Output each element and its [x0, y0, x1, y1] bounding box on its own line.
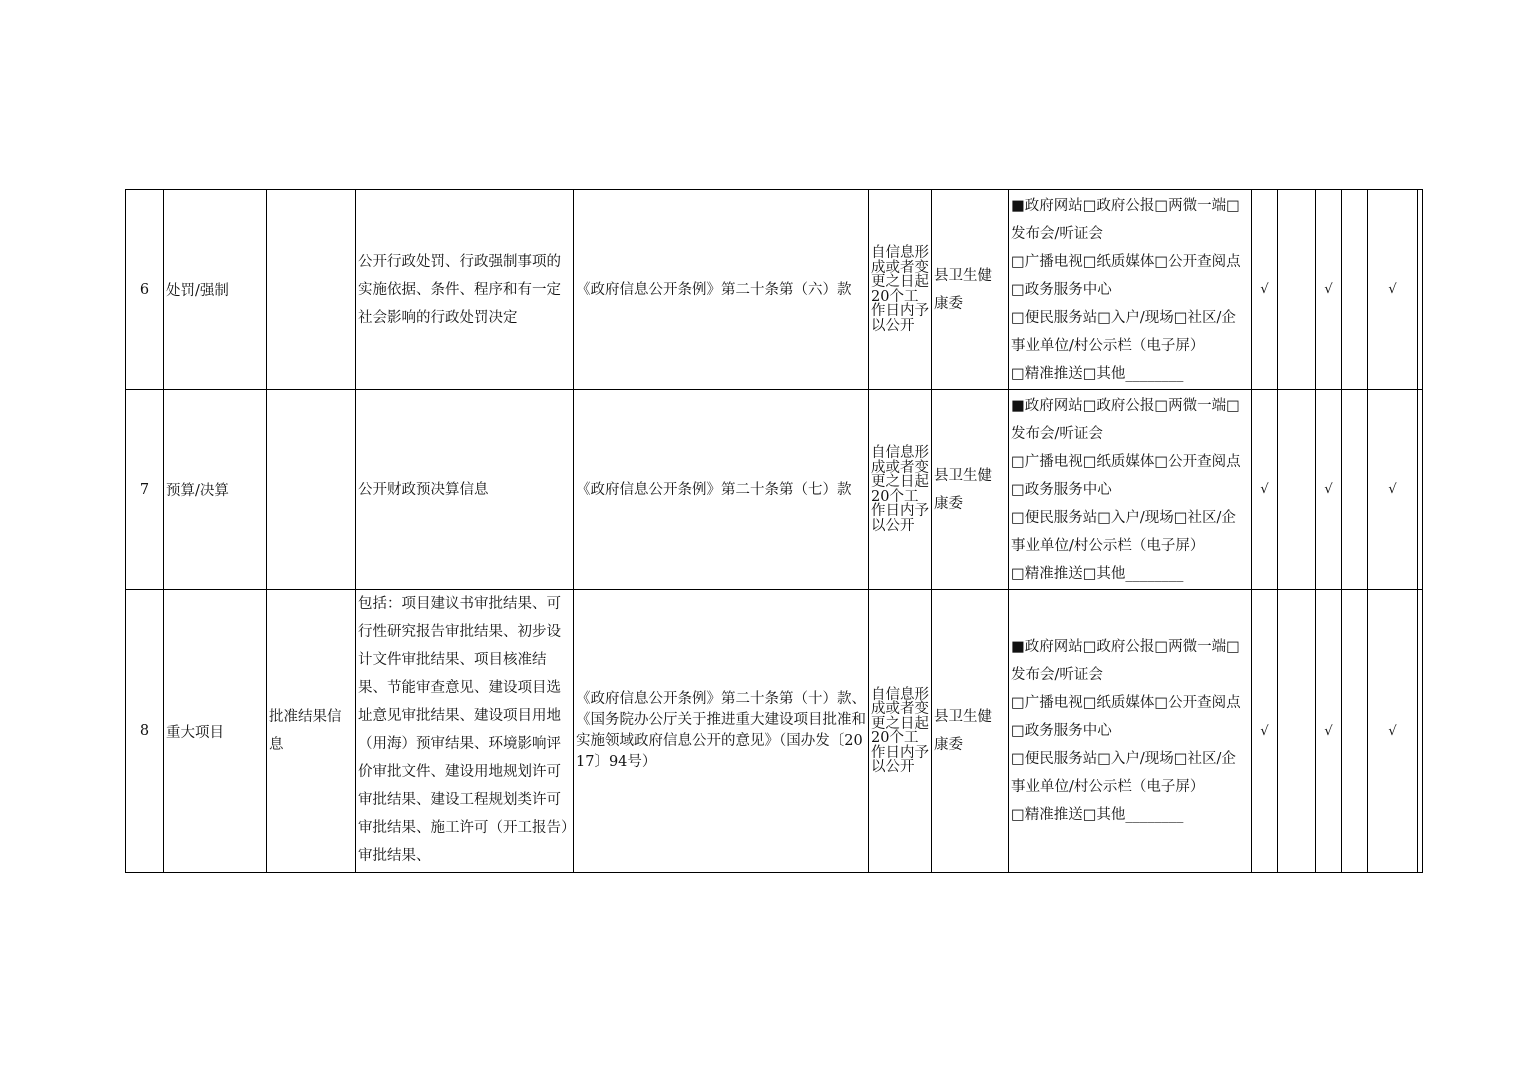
- mark-cell: [1418, 190, 1423, 390]
- mark-cell: √: [1368, 190, 1418, 390]
- subject-cell: 县卫生健康委: [932, 590, 1009, 873]
- mark-cell: [1278, 590, 1316, 873]
- category-cell: 预算/决算: [164, 390, 267, 590]
- basis-cell: 《政府信息公开条例》第二十条第（七）款: [574, 390, 869, 590]
- subcategory-cell: [267, 190, 356, 390]
- table-row: [126, 390, 1423, 590]
- channels-cell: ■政府网站□政府公报□两微一端□发布会/听证会 □广播电视□纸质媒体□公开查阅点□政务服务中心 □便民服务站□入户/现场□社区/企事业单位/村公示栏（电子屏） □精准推送□其他________: [1009, 190, 1252, 390]
- content-cell: 公开行政处罚、行政强制事项的实施依据、条件、程序和有一定社会影响的行政处罚决定: [356, 190, 574, 390]
- mark-cell: [1278, 190, 1316, 390]
- row-number: 7: [126, 390, 164, 590]
- table-row: [126, 590, 1423, 873]
- disclosure-table: [125, 189, 1423, 873]
- channels-cell: ■政府网站□政府公报□两微一端□发布会/听证会 □广播电视□纸质媒体□公开查阅点□政务服务中心 □便民服务站□入户/现场□社区/企事业单位/村公示栏（电子屏） □精准推送□其他________: [1009, 390, 1252, 590]
- category-cell: 处罚/强制: [164, 190, 267, 390]
- mark-cell: [1342, 390, 1368, 590]
- mark-cell: [1418, 390, 1423, 590]
- table-row: [126, 190, 1423, 390]
- row-number: 8: [126, 590, 164, 873]
- subject-cell: 县卫生健康委: [932, 190, 1009, 390]
- content-cell: 公开财政预决算信息: [356, 390, 574, 590]
- mark-cell: [1278, 390, 1316, 590]
- channels-cell: ■政府网站□政府公报□两微一端□发布会/听证会 □广播电视□纸质媒体□公开查阅点□政务服务中心 □便民服务站□入户/现场□社区/企事业单位/村公示栏（电子屏） □精准推送□其他________: [1009, 590, 1252, 873]
- mark-cell: √: [1252, 190, 1278, 390]
- subcategory-cell: [267, 390, 356, 590]
- mark-cell: [1342, 590, 1368, 873]
- time-limit-cell: 自信息形成或者变更之日起20个工作日内予以公开: [869, 590, 932, 873]
- mark-cell: √: [1368, 390, 1418, 590]
- mark-cell: [1342, 190, 1368, 390]
- subcategory-cell: 批准结果信息: [267, 590, 356, 873]
- subject-cell: 县卫生健康委: [932, 390, 1009, 590]
- mark-cell: √: [1316, 590, 1342, 873]
- mark-cell: [1418, 590, 1423, 873]
- basis-cell: 《政府信息公开条例》第二十条第（十）款、《国务院办公厅关于推进重大建设项目批准和实施领域政府信息公开的意见》（国办发〔2017〕94号）: [574, 590, 869, 873]
- time-limit-cell: 自信息形成或者变更之日起20个工作日内予以公开: [869, 190, 932, 390]
- content-cell: 包括：项目建议书审批结果、可行性研究报告审批结果、初步设计文件审批结果、项目核准结果、节能审查意见、建设项目选址意见审批结果、建设项目用地（用海）预审结果、环境影响评价审批文件、建设用地规划许可审批结果、建设工程规划类许可审批结果、施工许可（开工报告）审批结果、: [356, 590, 574, 873]
- basis-cell: 《政府信息公开条例》第二十条第（六）款: [574, 190, 869, 390]
- mark-cell: √: [1252, 390, 1278, 590]
- row-number: 6: [126, 190, 164, 390]
- mark-cell: √: [1316, 190, 1342, 390]
- mark-cell: √: [1316, 390, 1342, 590]
- time-limit-cell: 自信息形成或者变更之日起20个工作日内予以公开: [869, 390, 932, 590]
- mark-cell: √: [1368, 590, 1418, 873]
- mark-cell: √: [1252, 590, 1278, 873]
- category-cell: 重大项目: [164, 590, 267, 873]
